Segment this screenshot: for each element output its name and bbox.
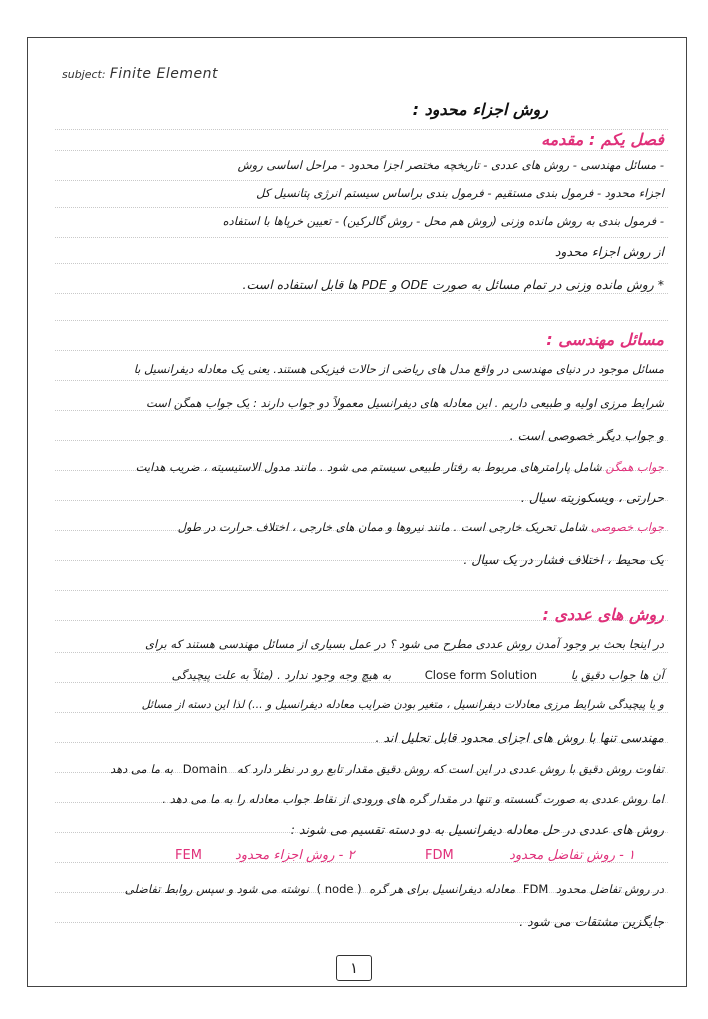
ruled-line bbox=[55, 682, 668, 683]
ruled-line bbox=[55, 350, 668, 351]
particular-text: شامل تحریک خارجی است . مانند نیروها و ممان های خارجی ، اختلاف حرارت در طول bbox=[177, 520, 588, 534]
ruled-line bbox=[55, 410, 668, 411]
section3-heading: روش های عددی : bbox=[542, 605, 664, 624]
section3-para-8a: در روش تفاضل محدود bbox=[555, 882, 664, 896]
section3-para-3: و یا پیچیدگی شرایط مرزی معادلات دیفرانسیل ، متغیر بودن ضرایب معادله دیفرانسیل و ...) لذا این دسته از مسائل bbox=[141, 698, 664, 711]
section1-topics-1: - مسائل مهندسی - روش های عددی - تاریخچه مختصر اجزا محدود - مراحل اساسی روش bbox=[237, 158, 664, 172]
section3-para-9: جایگزین مشتقات می شود . bbox=[519, 914, 664, 929]
ruled-line bbox=[55, 263, 668, 264]
ruled-line bbox=[55, 712, 668, 713]
section3-para-5b: به ما می دهد bbox=[110, 762, 174, 776]
ruled-line bbox=[55, 237, 668, 238]
homogeneous-label: جواب همگن bbox=[605, 460, 664, 474]
section1-heading: فصل یکم : مقدمه bbox=[541, 130, 664, 149]
ruled-line bbox=[55, 207, 668, 208]
homogeneous-text: شامل پارامترهای مربوط به رفتار طبیعی سیستم می شود . مانند مدول الاستیسیته ، ضریب هدایت bbox=[135, 460, 602, 474]
section1-topics-2: اجزاء محدود - فرمول بندی مستقیم - فرمول بندی براساس سیستم انرژی پتانسیل کل bbox=[256, 186, 664, 200]
ruled-line bbox=[55, 150, 668, 151]
particular-label: جواب خصوصی bbox=[590, 520, 664, 534]
method-1-label: ۱ - روش تفاضل محدود bbox=[509, 848, 635, 863]
section3-para-8c: نوشته می شود و سپس روابط تفاضلی bbox=[124, 882, 309, 896]
ruled-line bbox=[55, 380, 668, 381]
domain-term: Domain bbox=[182, 762, 228, 776]
section3-para-2b: به هیچ وجه وجود ندارد . (مثلاً به علت پیچیدگی bbox=[171, 668, 392, 682]
page-title: روش اجزاء محدود : bbox=[412, 100, 548, 119]
method-2-abbr: FEM bbox=[175, 848, 202, 863]
subject-value: Finite Element bbox=[109, 66, 218, 82]
ruled-line bbox=[55, 590, 668, 591]
section1-topics-3: - فرمول بندی به روش مانده وزنی (روش هم محل - روش گالرکین) - تعیین خرپاها با استفاده bbox=[222, 214, 664, 228]
page-number: ١ bbox=[336, 955, 372, 981]
subject-label: subject: bbox=[62, 68, 106, 81]
section3-para-5a: تفاوت روش دقیق با روش عددی در این است که روش دقیق مقدار تابع رو در نظر دارد که bbox=[237, 762, 664, 776]
section1-note: * روش مانده وزنی در تمام مسائل به صورت ODE و PDE ها قابل استفاده است. bbox=[242, 277, 664, 292]
section2-para-3: و جواب دیگر خصوصی است . bbox=[509, 428, 664, 443]
subject-line bbox=[62, 66, 218, 82]
section3-para-7: روش های عددی در حل معادله دیفرانسیل به دو دسته تقسیم می شوند : bbox=[290, 822, 664, 837]
methods-list bbox=[65, 848, 635, 868]
method-2-label: ۲ - روش اجزاء محدود bbox=[235, 848, 355, 863]
closed-form-term: Close form Solution bbox=[424, 668, 538, 682]
section3-para-1: در اینجا بحث بر وجود آمدن روش عددی مطرح می شود ؟ در عمل بسیاری از مسائل مهندسی هستند که برای bbox=[144, 637, 664, 651]
method-1-abbr: FDM bbox=[425, 848, 454, 863]
fdm-abbr: FDM bbox=[522, 882, 549, 896]
section3-para-6: اما روش عددی به صورت گسسته و تنها در مقدار گره های ورودی از نقاط جواب معادله را به ما می دهد . bbox=[162, 792, 664, 806]
ruled-line bbox=[55, 293, 668, 294]
particular-text-2: یک محیط ، اختلاف فشار در یک سیال . bbox=[463, 552, 664, 567]
section3-para-4: مهندسی تنها با روش های اجزای محدود قابل تحلیل اند . bbox=[375, 730, 664, 745]
section2-para-1: مسائل موجود در دنیای مهندسی در واقع مدل های ریاضی از حالات فیزیکی هستند. یعنی یک معادله دیفرانسیل با bbox=[133, 362, 664, 376]
section2-para-2: شرایط مرزی اولیه و طبیعی داریم . این معادله های دیفرانسیل معمولاً دو جواب دارند : یک جواب همگن است bbox=[146, 396, 664, 410]
section1-topics-4: از روش اجزاء محدود bbox=[554, 244, 664, 259]
ruled-line bbox=[55, 652, 668, 653]
ruled-line bbox=[55, 180, 668, 181]
section3-para-8b: معادله دیفرانسیل برای هر گره bbox=[369, 882, 516, 896]
ruled-line bbox=[55, 320, 668, 321]
section3-para-2a: آن ها جواب دقیق یا bbox=[570, 668, 664, 682]
node-term: ( node ) bbox=[316, 882, 362, 896]
homogeneous-text-2: حرارتی ، ویسکوزیته سیال . bbox=[520, 490, 664, 505]
section2-heading: مسائل مهندسی : bbox=[546, 330, 664, 349]
